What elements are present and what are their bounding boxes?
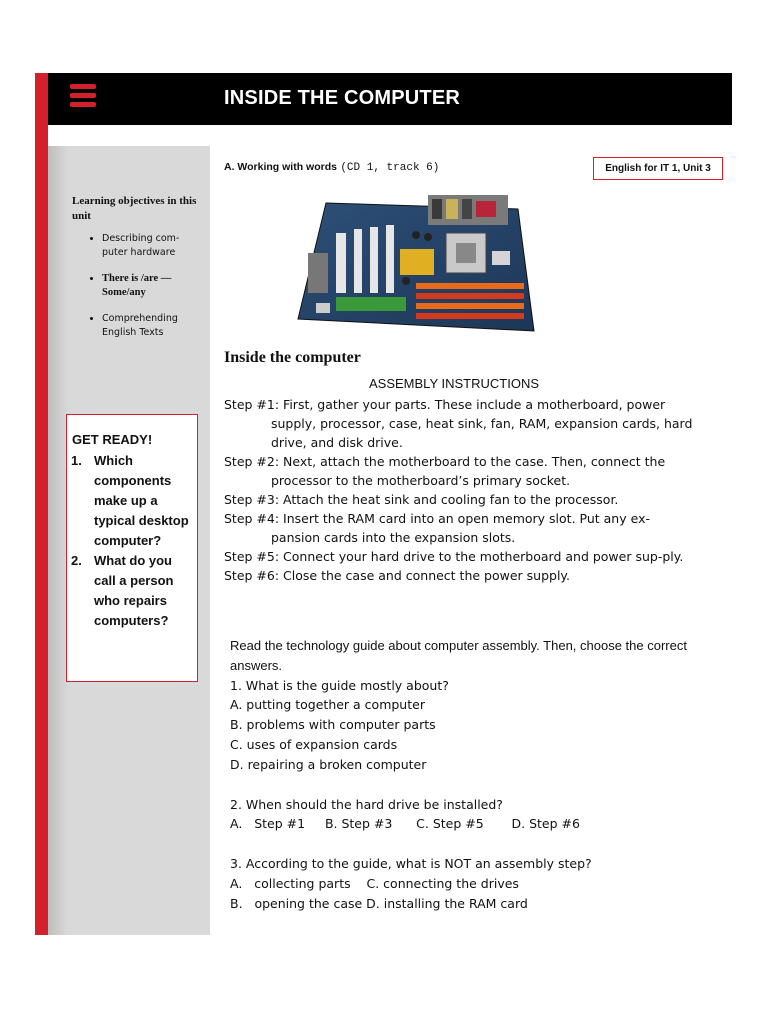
assembly-steps — [224, 395, 694, 585]
step-6: Step #6: Close the case and connect the power supply. — [224, 568, 571, 583]
step-3: Step #3: Attach the heat sink and cooling fan to the processor. — [224, 492, 619, 507]
objective-item: • Comprehending English Texts — [102, 312, 200, 340]
question-1: 1. What is the guide mostly about? — [230, 677, 449, 693]
answer-option: C. uses of expansion cards — [230, 736, 398, 752]
step-5: Step #5: Connect your hard drive to the motherboard and power sup-ply. — [224, 549, 684, 564]
question-3: 3. According to the guide, what is NOT an assembly step? — [230, 856, 592, 872]
left-accent-bar — [35, 73, 48, 935]
get-ready-title: GET READY! — [72, 432, 153, 447]
page-title: INSIDE THE COMPUTER — [224, 87, 461, 109]
step-1: Step #1: First, gather your parts. These include a motherboard, power supply, processor, case, heat sink, fan, RAM, expansion cards, hard drive, and disk drive. — [224, 397, 693, 450]
menu-icon[interactable] — [70, 84, 96, 108]
section-a-track: (CD 1, track 6) — [340, 162, 440, 174]
content-title: Inside the computer — [224, 349, 361, 366]
get-ready-item: 1. Which components make up a typical desktop computer? — [71, 453, 189, 548]
assembly-heading: ASSEMBLY INSTRUCTIONS — [369, 376, 539, 391]
step-2: Step #2: Next, attach the motherboard to the case. Then, connect the processor to the motherboard’s primary socket. — [224, 454, 666, 488]
objectives-heading: Learning objectives in this unit — [72, 195, 197, 222]
answer-option: D. repairing a broken computer — [230, 756, 427, 772]
motherboard-image — [296, 193, 536, 335]
unit-label: English for IT 1, Unit 3 — [593, 157, 723, 180]
get-ready-box — [66, 414, 198, 682]
section-a-heading — [224, 161, 439, 174]
get-ready-item: 2. What do you call a person who repairs computers? — [71, 553, 174, 628]
answer-option: A. putting together a computer — [230, 697, 425, 713]
answer-options-row: B. opening the case D. installing the RAM card — [230, 895, 528, 911]
answer-option: B. problems with computer parts — [230, 717, 436, 733]
questions-intro: Read the technology guide about computer assembly. Then, choose the correct answers. — [230, 638, 687, 673]
objective-item: • Describing com-puter hardware — [102, 232, 200, 260]
step-4: Step #4: Insert the RAM card into an open memory slot. Put any ex-pansion cards into the expansion slots. — [224, 511, 650, 545]
learning-objectives — [72, 194, 200, 352]
questions-section — [230, 636, 700, 914]
objectives-list — [72, 232, 200, 340]
answer-options-row: A. collecting parts C. connecting the drives — [230, 875, 519, 891]
question-2: 2. When should the hard drive be installed? — [230, 796, 503, 812]
page-header — [48, 73, 732, 125]
answer-options-row: A. Step #1 B. Step #3 C. Step #5 D. Step #6 — [230, 816, 580, 832]
section-a-title: A. Working with words — [224, 161, 337, 173]
objective-item: • There is /are — Some/any — [102, 272, 200, 300]
get-ready-list — [71, 451, 195, 631]
